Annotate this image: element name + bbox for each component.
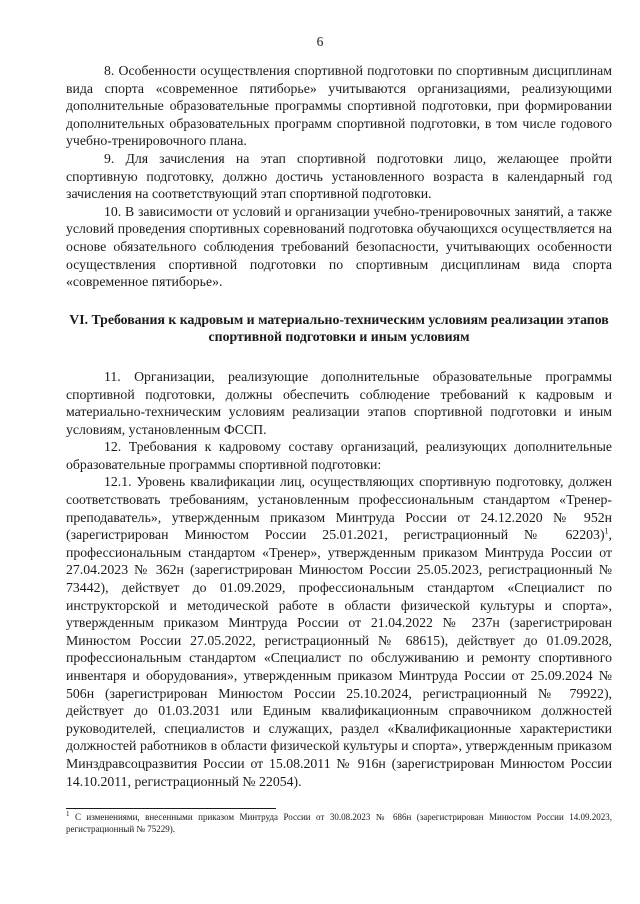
- paragraph-9: 9. Для зачисления на этап спортивной подготовки лицо, желающее пройти спортивную подготовку, должно достичь установленного возраста в календарный год зачисления на соответствующий этап спортивной подготовки.: [66, 150, 612, 202]
- page-number: 6: [316, 34, 324, 49]
- paragraph-12-1-text-start: 12.1. Уровень квалификации лиц, осуществляющих спортивную подготовку, должен соответствовать требованиям, установленным профессиональным стандартом «Тренер-преподаватель», утвержденным приказом Минтруда России от 24.12.2020 № 952н (зарегистрирован Минюстом России 25.01.2021, регистрационный № 62203): [66, 474, 612, 543]
- paragraph-11: 11. Организации, реализующие дополнительные образовательные программы спортивной подготовки, должны обеспечить соблюдение требований к кадровым и материально-техническим условиям реализации этапов спортивной подготовки и иным условиям, установленным ФССП.: [66, 368, 612, 437]
- footnote-text: С изменениями, внесенными приказом Минтруда России от 30.08.2023 № 686н (зарегистрирован Минюстом России 14.09.2023, регистрационный № 75229).: [66, 812, 612, 834]
- paragraph-12-1: [66, 473, 612, 790]
- footnote-mark: 1: [66, 810, 70, 818]
- paragraph-12-1-text-end: , профессиональным стандартом «Тренер», утвержденным приказом Минтруда России от 27.04.2023 № 362н (зарегистрирован Минюстом России 25.05.2023, регистрационный № 73442), действует до 01.09.2029, профессиональным стандартом «Специалист по инструкторской и методической работе в области физической культуры и спорта», утвержденным приказом Минтруда России от 21.04.2022 № 237н (зарегистрирован Минюстом России 27.05.2022, регистрационный № 68615), действует до 01.09.2028, профессиональным стандартом «Специалист по обслуживанию и ремонту спортивного инвентаря и оборудования», утвержденным приказом Минтруда России от 25.09.2024 № 506н (зарегистрирован Минюстом России 25.10.2024, регистрационный № 79922), действует до 01.03.2031 или Единым квалификационным справочником должностей руководителей, специалистов и служащих, раздел «Квалификационные характеристики должностей работников в области физической культуры и спорта», утвержденным приказом Минздравсоцразвития России от 15.08.2011 № 916н (зарегистрирован Минюстом России 14.10.2011, регистрационный № 22054).: [66, 527, 612, 789]
- document-body: [66, 62, 612, 790]
- footnote-separator: [66, 808, 276, 809]
- paragraph-12: 12. Требования к кадровому составу организаций, реализующих дополнительные образовательные программы спортивной подготовки:: [66, 439, 612, 472]
- footnote-reference: 1: [604, 526, 609, 536]
- paragraph-10: 10. В зависимости от условий и организации учебно-тренировочных занятий, а также условий проведения спортивных соревнований подготовка обучающихся осуществляется на основе обязательного соблюдения требований безопасности, учитывающих особенности осуществления спортивной подготовки по спортивным дисциплинам вида спорта «современное пятиборье».: [66, 203, 612, 290]
- paragraph-8: 8. Особенности осуществления спортивной подготовки по спортивным дисциплинам вида спорта «современное пятиборье» учитываются организациями, реализующими дополнительные образовательные программы спортивной подготовки, при формировании дополнительных образовательных программ спортивной подготовки, в том числе годового учебно-тренировочного плана.: [66, 63, 612, 149]
- section-title: VI. Требования к кадровым и материально-техническим условиям реализации этапов спортивной подготовки и иным условиям: [69, 311, 609, 345]
- footnote: [66, 812, 612, 835]
